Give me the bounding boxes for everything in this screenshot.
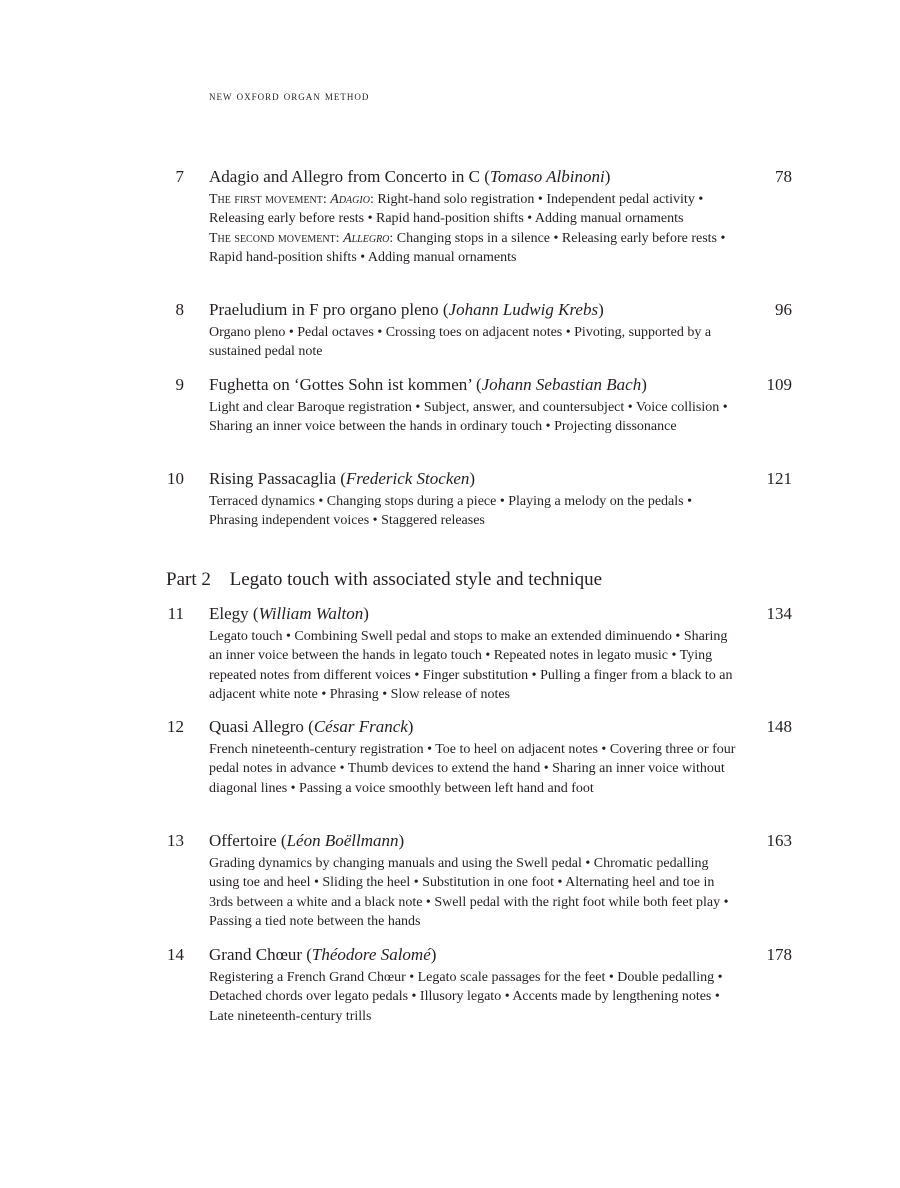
entry-title: Grand Chœur (Théodore Salomé) xyxy=(209,945,437,964)
entry-title: Quasi Allegro (César Franck) xyxy=(209,717,414,736)
entry-number: 10 xyxy=(167,469,184,488)
entry-page-number: 109 xyxy=(766,375,792,394)
part-title: Legato touch with associated style and technique xyxy=(229,569,603,590)
entry-composer: Léon Boëllmann xyxy=(286,831,399,850)
entry-description: French nineteenth-century registration • Toe to heel on adjacent notes • Covering three or four pedal notes in advance • Thumb devices to extend the hand • Sharing an inner voice without diagonal lines • Passing a voice smoothly between left hand and foot xyxy=(209,742,736,796)
entry-composer: Johann Ludwig Krebs xyxy=(448,300,599,319)
running-head: new oxford organ method xyxy=(209,89,370,103)
entry-description: Legato touch • Combining Swell pedal and stops to make an extended diminuendo • Sharing an inner voice between the hands in legato touch • Repeated notes in legato music • Tying repeated notes from different voices • Finger substitution • Pulling a finger from a black to an adjacent white note • Phrasing • Slow release of notes xyxy=(209,629,733,703)
entry-description: Light and clear Baroque registration • Subject, answer, and countersubject • Voice collision • Sharing an inner voice between the hands in ordinary touch • Projecting dissonance xyxy=(209,400,728,435)
entry-page-number: 178 xyxy=(766,945,792,964)
movement-description: The first movement: Adagio: Right-hand solo registration • Independent pedal activity • Releasing early before rests • Rapid hand-position shifts • Adding manual ornaments xyxy=(209,192,704,227)
entry-description xyxy=(209,190,739,268)
entry-page-number: 96 xyxy=(775,300,792,319)
entry-page-number: 78 xyxy=(775,167,792,186)
entry-number: 13 xyxy=(167,831,184,850)
entry-description: Grading dynamics by changing manuals and using the Swell pedal • Chromatic pedalling using toe and heel • Sliding the heel • Substitution in one foot • Alternating heel and toe in 3rds between a white and a black note • Swell pedal with the right foot while both feet play • Passing a tied note between the hands xyxy=(209,856,729,930)
entry-page-number: 148 xyxy=(766,717,792,736)
entry-page-number: 134 xyxy=(766,604,792,623)
entry-composer: William Walton xyxy=(258,604,364,623)
entry-number: 8 xyxy=(175,300,184,319)
entry-number: 7 xyxy=(175,167,184,186)
entry-title: Elegy (William Walton) xyxy=(209,604,369,623)
entry-composer: Johann Sebastian Bach xyxy=(481,375,642,394)
entry-description: Terraced dynamics • Changing stops during a piece • Playing a melody on the pedals • Phrasing independent voices • Staggered releases xyxy=(209,494,692,529)
entry-number: 11 xyxy=(167,604,184,623)
movement-description: The second movement: Allegro: Changing stops in a silence • Releasing early before rests • Rapid hand-position shifts • Adding manual ornaments xyxy=(209,230,726,266)
part-label: Part 2 xyxy=(166,569,211,590)
entry-title: Praeludium in F pro organo pleno (Johann Ludwig Krebs) xyxy=(209,300,604,319)
entry-description: Organo pleno • Pedal octaves • Crossing toes on adjacent notes • Pivoting, supported by a sustained pedal note xyxy=(209,325,712,360)
entry-title: Offertoire (Léon Boëllmann) xyxy=(209,831,405,850)
entry-page-number: 121 xyxy=(766,469,792,488)
entry-composer: César Franck xyxy=(313,717,408,736)
entry-number: 12 xyxy=(167,717,184,736)
entry-description: Registering a French Grand Chœur • Legato scale passages for the feet • Double pedalling • Detached chords over legato pedals • Illusory legato • Accents made by lengthening notes • Late nineteenth-century trills xyxy=(209,970,723,1024)
part-heading xyxy=(166,568,602,592)
entry-title: Rising Passacaglia (Frederick Stocken) xyxy=(209,469,476,488)
entry-page-number: 163 xyxy=(766,831,792,850)
entry-number: 14 xyxy=(167,945,184,964)
entry-title: Fughetta on ‘Gottes Sohn ist kommen’ (Johann Sebastian Bach) xyxy=(209,375,647,394)
entry-composer: Tomaso Albinoni xyxy=(489,167,605,186)
entry-number: 9 xyxy=(175,375,184,394)
entry-title: Adagio and Allegro from Concerto in C (Tomaso Albinoni) xyxy=(209,167,611,186)
entry-composer: Théodore Salomé xyxy=(311,945,431,964)
entry-composer: Frederick Stocken xyxy=(345,469,470,488)
